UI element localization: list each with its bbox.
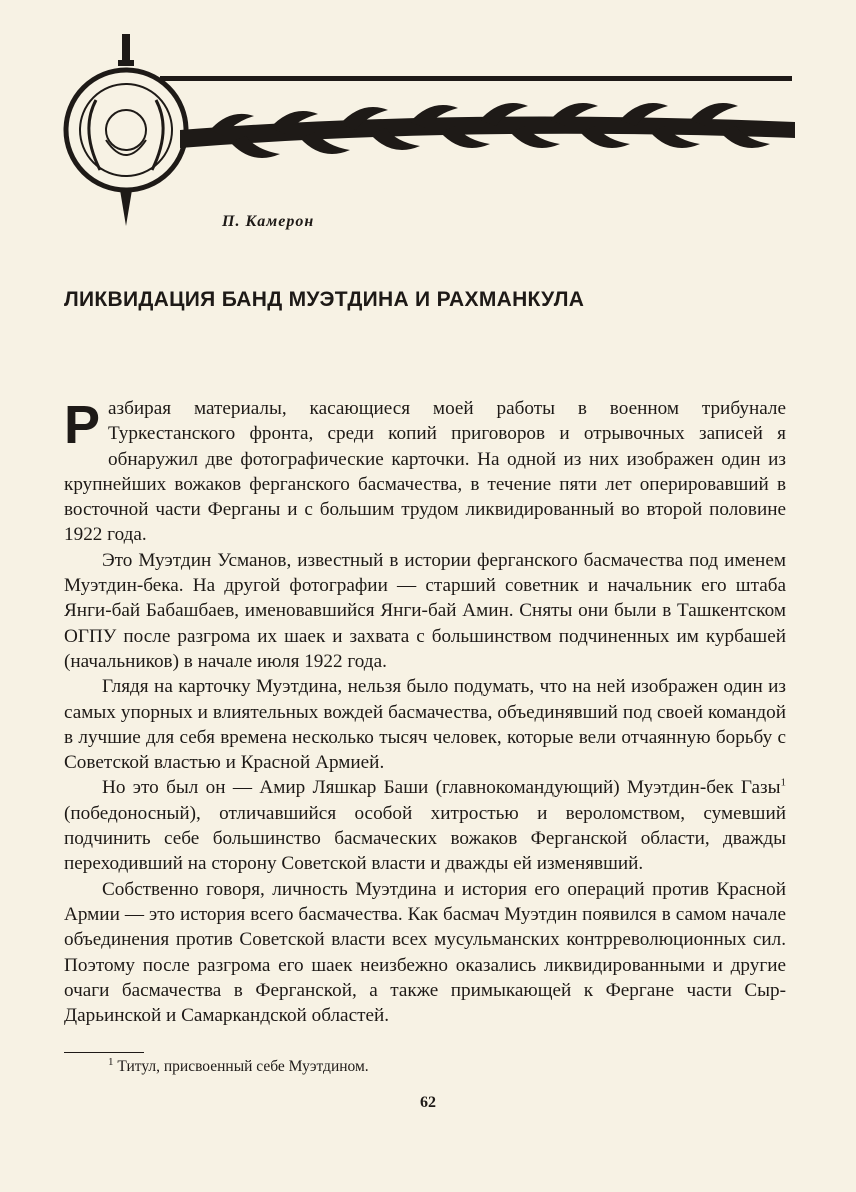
article-body (64, 396, 786, 1028)
paragraph-4 (64, 775, 786, 876)
author-name: П. Камерон (222, 213, 315, 230)
paragraph-1-text: азбирая материалы, касающиеся моей работы в военном трибунале Туркестанского фронта, среди копий приговоров и отрывочных записей я обнаружил две фотографические карточки. На одной из них изображен один из крупнейших вожаков ферганского басмачества, в течение пяти лет оперировавший в восточной части Ферганы и с большим трудом ликвидированный во второй половине 1922 года. (64, 398, 786, 546)
emblem-wreath-header-ornament (60, 30, 800, 230)
paragraph-5: Собственно говоря, личность Муэтдина и история его операций против Красной Армии — это история всего басмачества. Как басмач Муэтдин появился в самом начале объединения против Советской власти всех мусульманских контрреволюционных сил. Поэтому после разгрома его шаек неизбежно оказались ликвидированными и другие очаги басмачества в Ферганской, а также примыкающей к Фергане части Сыр-Дарьинской и Самаркандской областей. (64, 878, 786, 1027)
paragraph-2: Это Муэтдин Усманов, известный в истории ферганского басмачества под именем Муэтдин-бека. На другой фотографии — старший советник и начальник его штаба Янги-бай Бабашбаев, именовавшийся Янги-бай Амин. Сняты они были в Ташкентском ОГПУ после разгрома их шаек и захвата с большинством подчиненных им курбашей (начальников) в начале июля 1922 года. (64, 549, 786, 672)
paragraph-3: Глядя на карточку Муэтдина, нельзя было подумать, что на ней изображен один из самых упорных и влиятельных вождей басмачества, объединявший под своей командой в лучшие для себя времена несколько тысяч человек, которые вели отчаянную борьбу с Советской властью и Красной Армией. (64, 676, 786, 774)
footnote-mark: 1 (108, 1055, 114, 1068)
footnote-divider (64, 1052, 144, 1053)
footnote-text: Титул, присвоенный себе Муэтдином. (113, 1058, 369, 1075)
paragraph-1 (64, 396, 786, 548)
footnote-reference: 1 (780, 777, 786, 790)
article-title: ЛИКВИДАЦИЯ БАНД МУЭТДИНА И РАХМАНКУЛА (64, 288, 585, 311)
paragraph-4-text-after: (победоносный), отличавшийся особой хитростью и вероломством, сумевший подчинить себе большинство басмаческих вожаков Ферганской области, дважды переходивший на сторону Советской власти и дважды ей изменявший. (64, 802, 786, 875)
drop-cap: Р (64, 395, 101, 455)
page-number: 62 (420, 1094, 436, 1111)
footnote (108, 1055, 369, 1076)
paragraph-4-text-before: Но это был он — Амир Ляшкар Баши (главнокомандующий) Муэтдин-бек Газы (102, 777, 781, 799)
